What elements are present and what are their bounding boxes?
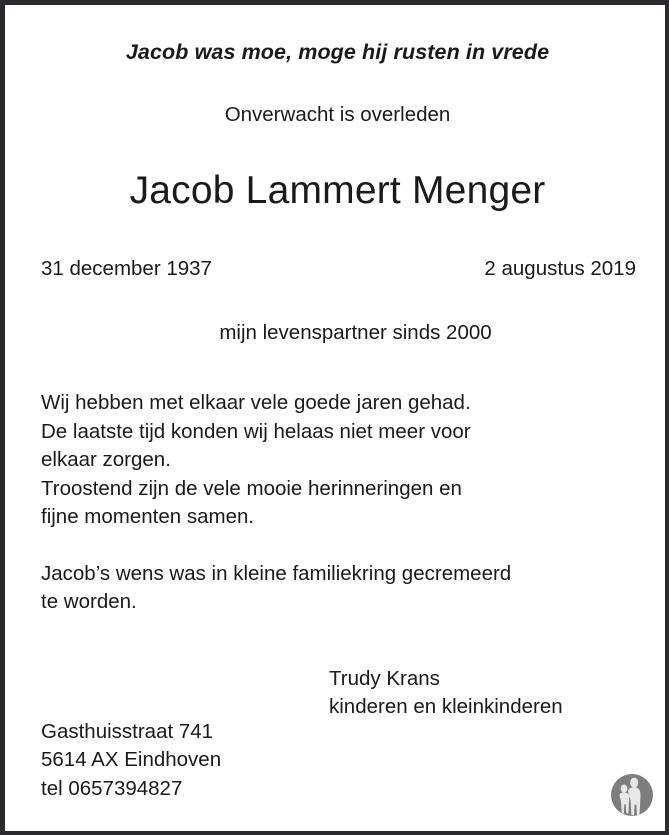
memorial-paragraph-2 [41,560,638,617]
signature-line: Trudy Krans [329,666,440,690]
announcement-line: Onverwacht is overleden [224,103,451,126]
paragraph-spacer [41,532,638,560]
birth-date: 31 december 1937 [41,257,212,280]
embracing-figures-logo [609,772,655,818]
memorial-line: De laatste tijd konden wij helaas niet meer voor [41,419,471,443]
memorial-line: fijne momenten samen. [41,505,255,528]
address-phone: tel 0657394827 [41,776,183,800]
memorial-paragraph-1 [41,389,638,532]
signature-line: kinderen en kleinkinderen [329,695,563,718]
death-date: 2 augustus 2019 [484,257,636,280]
address-block [41,718,221,804]
memorial-line: Jacob’s wens was in kleine familiekring gecremeerd [41,561,512,585]
obituary-content [5,5,665,831]
memorial-line: Wij hebben met elkaar vele goede jaren gehad. [41,391,471,414]
date-row [37,213,638,281]
relationship-line: mijn levenspartner sinds 2000 [219,321,492,344]
memorial-text [37,345,638,617]
memorial-line: elkaar zorgen. [41,448,171,471]
memorial-line: te worden. [41,590,137,613]
signature-block [37,617,638,722]
epitaph-line: Jacob was moe, moge hij rusten in vrede [125,40,550,64]
memorial-line: Troostend zijn de vele mooie herinneringen en [41,476,462,500]
address-street: Gasthuisstraat 741 [41,719,214,743]
deceased-full-name: Jacob Lammert Menger [129,169,546,212]
address-city: 5614 AX Eindhoven [41,748,222,771]
